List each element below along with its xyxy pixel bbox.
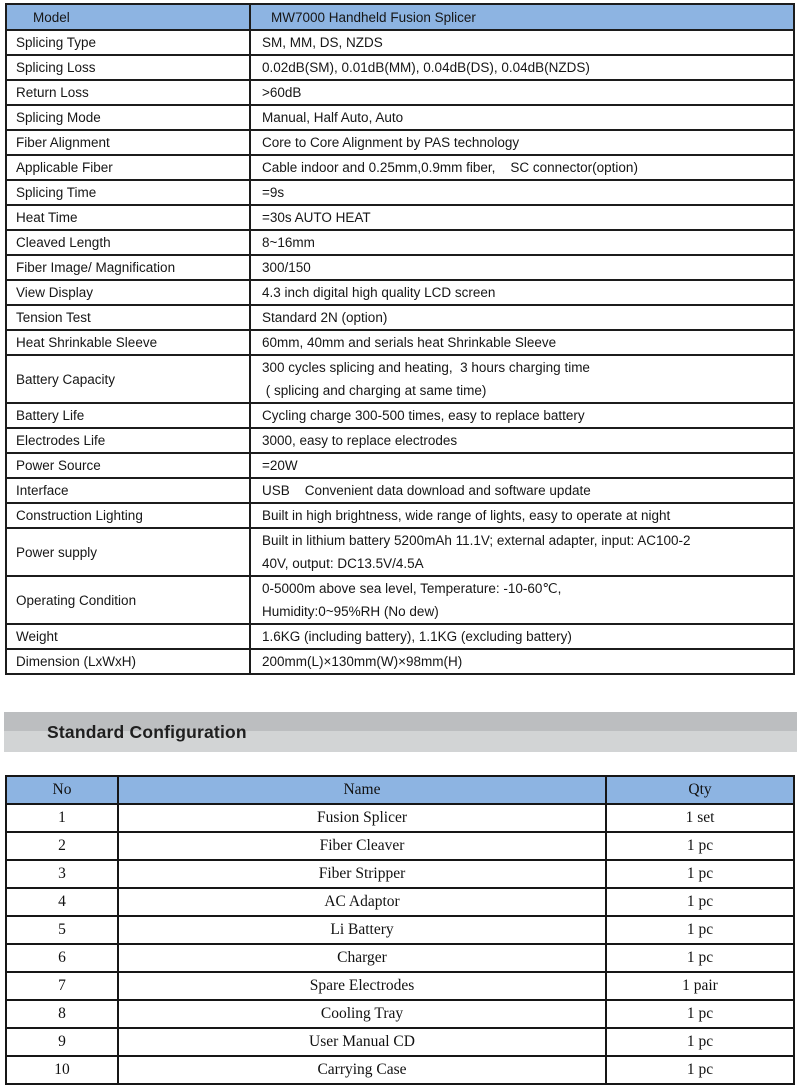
- spec-row: [6, 355, 794, 403]
- config-cell-no: 8: [6, 1000, 118, 1028]
- spec-row-value: [250, 30, 794, 55]
- spec-value-line: Standard 2N (option): [262, 310, 388, 325]
- spec-row-value: [250, 80, 794, 105]
- spec-value-line: Manual, Half Auto, Auto: [262, 110, 404, 125]
- config-cell-no: 2: [6, 832, 118, 860]
- spec-row: [6, 453, 794, 478]
- spec-row-value: [250, 130, 794, 155]
- spec-value-line: =20W: [262, 458, 298, 473]
- spec-row-value: [250, 205, 794, 230]
- config-cell-no: 10: [6, 1056, 118, 1084]
- spec-row-label: Electrodes Life: [6, 428, 250, 453]
- spec-row-value: [250, 403, 794, 428]
- section-bar: [4, 712, 797, 752]
- spec-value-line: Built in high brightness, wide range of lights, easy to operate at night: [262, 508, 671, 523]
- spec-row-label: Interface: [6, 478, 250, 503]
- spec-row-value: [250, 280, 794, 305]
- spec-value-line: Cycling charge 300-500 times, easy to replace battery: [262, 408, 585, 423]
- spec-row-label: Power Source: [6, 453, 250, 478]
- spec-value-line: =30s AUTO HEAT: [262, 210, 371, 225]
- spec-value-line: 0-5000m above sea level, Temperature: -10-60℃,: [262, 581, 562, 596]
- spec-row-label: Operating Condition: [6, 576, 250, 624]
- spec-row: [6, 624, 794, 649]
- config-cell-name: Fiber Cleaver: [118, 832, 606, 860]
- spec-row-label: Fiber Alignment: [6, 130, 250, 155]
- spec-row: [6, 230, 794, 255]
- spec-value-line: ( splicing and charging at same time): [262, 383, 487, 398]
- config-cell-qty: 1 pair: [606, 972, 794, 1000]
- spec-row-value: [250, 576, 794, 624]
- spec-row-label: Construction Lighting: [6, 503, 250, 528]
- config-table-body: [6, 804, 794, 1084]
- spec-row-label: Power supply: [6, 528, 250, 576]
- config-table: [5, 775, 795, 1085]
- spec-row-label: Splicing Mode: [6, 105, 250, 130]
- spec-value-line: Humidity:0~95%RH (No dew): [262, 604, 439, 619]
- config-row: [6, 832, 794, 860]
- spec-row-value: [250, 503, 794, 528]
- spec-row: [6, 528, 794, 576]
- spec-row-value: [250, 528, 794, 576]
- spec-row-label: Weight: [6, 624, 250, 649]
- spec-row-value: [250, 105, 794, 130]
- spec-row: [6, 478, 794, 503]
- config-cell-no: 1: [6, 804, 118, 832]
- config-cell-qty: 1 pc: [606, 1000, 794, 1028]
- spec-row-label: Tension Test: [6, 305, 250, 330]
- spec-value-line: >60dB: [262, 85, 302, 100]
- config-cell-qty: 1 pc: [606, 860, 794, 888]
- config-cell-no: 4: [6, 888, 118, 916]
- spec-header-label: Model: [6, 4, 250, 30]
- config-row: [6, 804, 794, 832]
- spec-row-value: [250, 624, 794, 649]
- config-row: [6, 972, 794, 1000]
- spec-row: [6, 30, 794, 55]
- spec-header-row: [6, 4, 794, 30]
- spec-row: [6, 576, 794, 624]
- config-cell-no: 9: [6, 1028, 118, 1056]
- spec-row-value: [250, 55, 794, 80]
- config-header-row: [6, 776, 794, 804]
- spec-value-line: 200mm(L)×130mm(W)×98mm(H): [262, 654, 463, 669]
- config-cell-name: Fusion Splicer: [118, 804, 606, 832]
- spec-row-value: [250, 649, 794, 674]
- spec-value-line: 300 cycles splicing and heating, 3 hours charging time: [262, 360, 590, 375]
- spec-row-label: View Display: [6, 280, 250, 305]
- spec-row: [6, 105, 794, 130]
- spec-table: [5, 3, 795, 675]
- spec-row: [6, 205, 794, 230]
- config-cell-name: Spare Electrodes: [118, 972, 606, 1000]
- spec-value-line: Core to Core Alignment by PAS technology: [262, 135, 520, 150]
- spec-row: [6, 428, 794, 453]
- spec-row-value: [250, 355, 794, 403]
- config-cell-no: 3: [6, 860, 118, 888]
- spec-row-label: Heat Time: [6, 205, 250, 230]
- config-row: [6, 1028, 794, 1056]
- config-cell-name: Fiber Stripper: [118, 860, 606, 888]
- config-cell-name: AC Adaptor: [118, 888, 606, 916]
- spec-value-line: SM, MM, DS, NZDS: [262, 35, 383, 50]
- config-row: [6, 1000, 794, 1028]
- spec-row: [6, 280, 794, 305]
- spec-value-line: Cable indoor and 0.25mm,0.9mm fiber, SC connector(option): [262, 160, 638, 175]
- config-column-no: No: [6, 776, 118, 804]
- spec-row: [6, 649, 794, 674]
- spec-row-label: Heat Shrinkable Sleeve: [6, 330, 250, 355]
- spec-row-label: Applicable Fiber: [6, 155, 250, 180]
- spec-header-value: MW7000 Handheld Fusion Splicer: [250, 4, 794, 30]
- spec-row-label: Battery Capacity: [6, 355, 250, 403]
- config-cell-qty: 1 pc: [606, 944, 794, 972]
- spec-row-value: [250, 330, 794, 355]
- spec-value-line: Built in lithium battery 5200mAh 11.1V; external adapter, input: AC100-2: [262, 533, 691, 548]
- config-cell-qty: 1 pc: [606, 1028, 794, 1056]
- spec-value-line: 0.02dB(SM), 0.01dB(MM), 0.04dB(DS), 0.04dB(NZDS): [262, 60, 590, 75]
- config-cell-qty: 1 pc: [606, 832, 794, 860]
- spec-value-line: 300/150: [262, 260, 311, 275]
- config-row: [6, 944, 794, 972]
- config-cell-no: 6: [6, 944, 118, 972]
- spec-row-value: [250, 428, 794, 453]
- spec-row-label: Dimension (LxWxH): [6, 649, 250, 674]
- spec-row-label: Splicing Time: [6, 180, 250, 205]
- config-cell-qty: 1 pc: [606, 916, 794, 944]
- config-cell-no: 7: [6, 972, 118, 1000]
- section-title: Standard Configuration: [47, 721, 247, 742]
- spec-row-value: [250, 305, 794, 330]
- config-cell-qty: 1 set: [606, 804, 794, 832]
- spec-row: [6, 330, 794, 355]
- spec-row-value: [250, 230, 794, 255]
- config-column-qty: Qty: [606, 776, 794, 804]
- config-column-name: Name: [118, 776, 606, 804]
- spec-row-value: [250, 453, 794, 478]
- config-cell-name: Carrying Case: [118, 1056, 606, 1084]
- spec-value-line: USB Convenient data download and software update: [262, 483, 591, 498]
- spec-row: [6, 80, 794, 105]
- spec-row-label: Cleaved Length: [6, 230, 250, 255]
- spec-row: [6, 55, 794, 80]
- config-cell-name: Cooling Tray: [118, 1000, 606, 1028]
- spec-row: [6, 130, 794, 155]
- spec-value-line: 3000, easy to replace electrodes: [262, 433, 458, 448]
- config-cell-name: User Manual CD: [118, 1028, 606, 1056]
- config-cell-qty: 1 pc: [606, 888, 794, 916]
- spec-value-line: 8~16mm: [262, 235, 315, 250]
- config-cell-name: Charger: [118, 944, 606, 972]
- spec-value-line: =9s: [262, 185, 285, 200]
- spec-value-line: 60mm, 40mm and serials heat Shrinkable Sleeve: [262, 335, 557, 350]
- spec-row-value: [250, 478, 794, 503]
- config-cell-no: 5: [6, 916, 118, 944]
- spec-row-label: Return Loss: [6, 80, 250, 105]
- spec-table-body: [6, 4, 794, 674]
- spec-value-line: 4.3 inch digital high quality LCD screen: [262, 285, 496, 300]
- spec-row-label: Fiber Image/ Magnification: [6, 255, 250, 280]
- config-row: [6, 888, 794, 916]
- spec-value-line: 40V, output: DC13.5V/4.5A: [262, 556, 424, 571]
- config-cell-qty: 1 pc: [606, 1056, 794, 1084]
- spec-row: [6, 305, 794, 330]
- spec-value-line: 1.6KG (including battery), 1.1KG (excluding battery): [262, 629, 572, 644]
- config-row: [6, 860, 794, 888]
- config-row: [6, 1056, 794, 1084]
- spec-row: [6, 503, 794, 528]
- spec-row-value: [250, 180, 794, 205]
- spec-row: [6, 180, 794, 205]
- spec-row-label: Splicing Type: [6, 30, 250, 55]
- config-row: [6, 916, 794, 944]
- spec-row-value: [250, 255, 794, 280]
- spec-row-label: Battery Life: [6, 403, 250, 428]
- spec-row-value: [250, 155, 794, 180]
- spec-row: [6, 155, 794, 180]
- spec-row-label: Splicing Loss: [6, 55, 250, 80]
- spec-row: [6, 255, 794, 280]
- spec-row: [6, 403, 794, 428]
- config-cell-name: Li Battery: [118, 916, 606, 944]
